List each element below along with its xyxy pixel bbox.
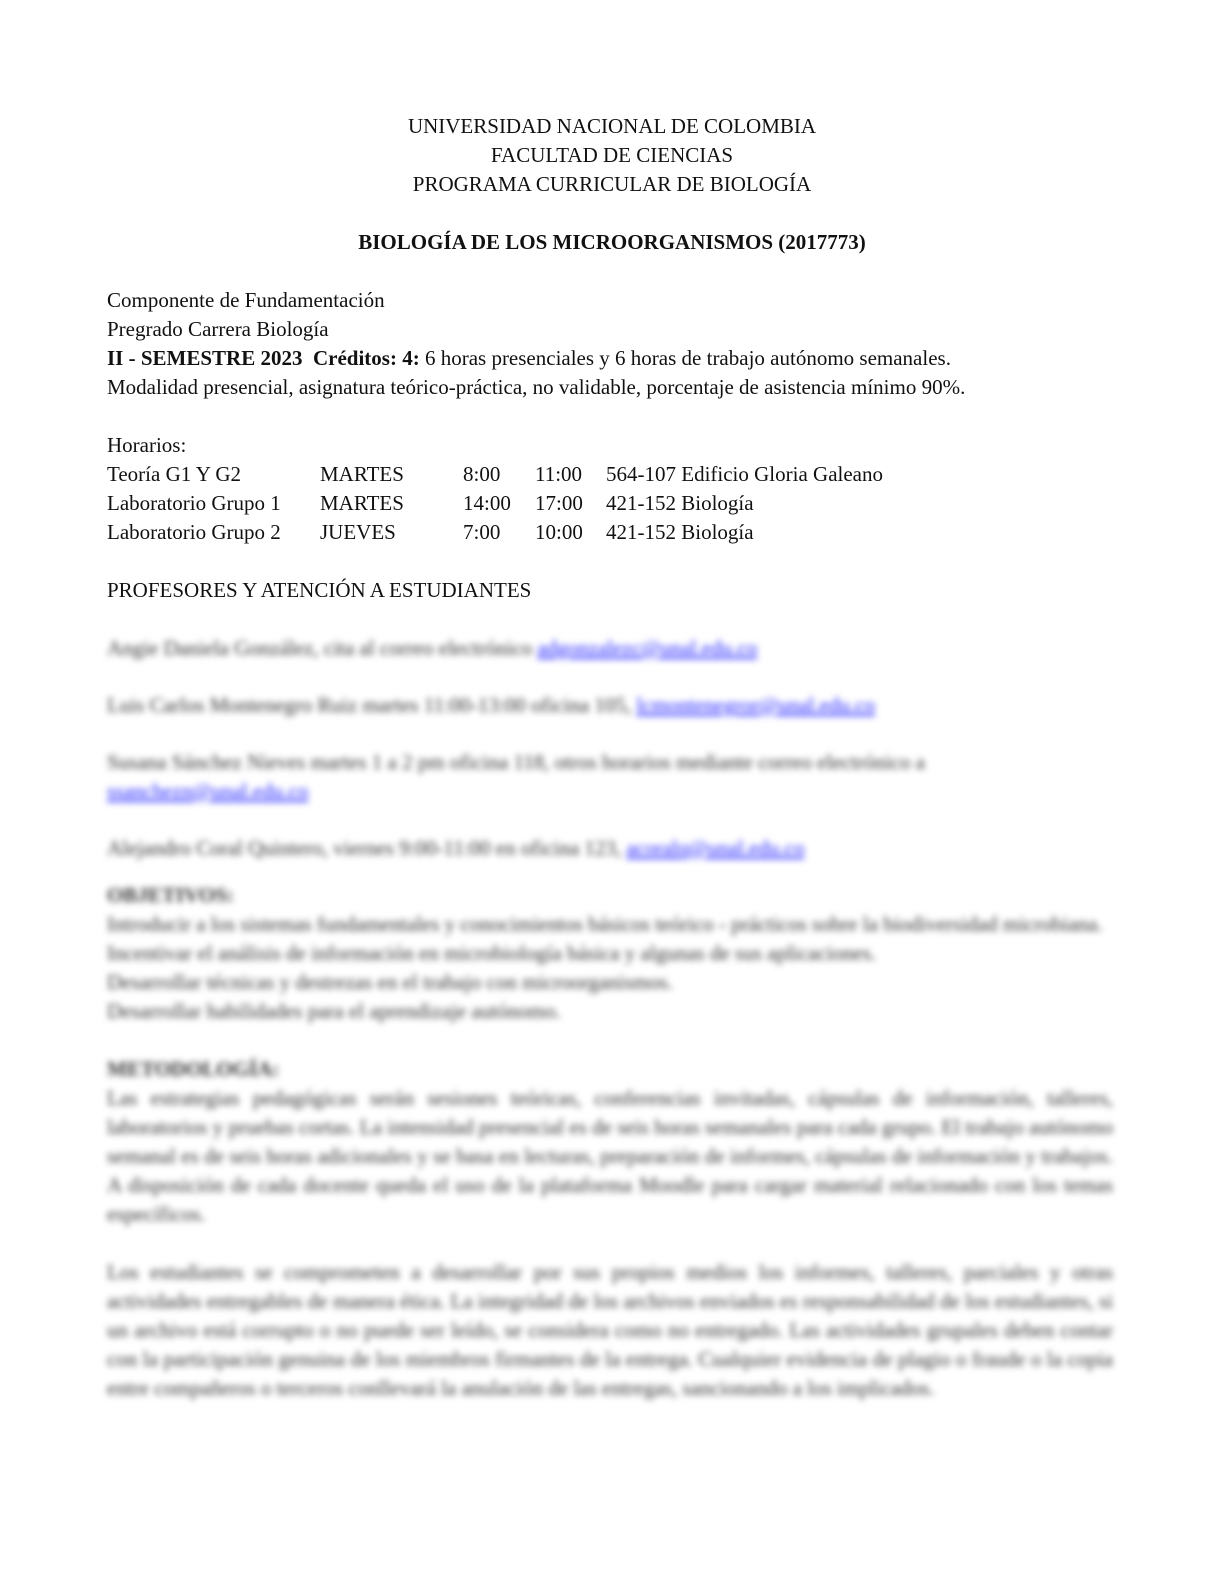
schedule-place: 564-107 Edificio Gloria Galeano [606, 462, 883, 486]
schedule-end: 17:00 [535, 491, 583, 515]
component-line: Componente de Fundamentación [107, 288, 385, 312]
professor-entry [107, 834, 1113, 863]
credits-label: Créditos: 4: [312, 346, 420, 370]
professor-email-link[interactable]: adgonzalezc@unal.edu.co [537, 636, 758, 660]
professor-info: Susana Sánchez Nieves martes 1 a 2 pm oficina 118, otros horarios mediante correo electrónico a [107, 750, 925, 774]
methodology-heading: METODOLOGÍA: [107, 1057, 280, 1081]
schedule-row [107, 489, 1113, 518]
schedule-row [107, 518, 1113, 547]
course-title: BIOLOGÍA DE LOS MICROORGANISMOS (2017773) [358, 230, 866, 254]
schedule-start: 14:00 [463, 491, 511, 515]
blurred-content [107, 634, 1113, 1403]
professor-info: Luis Carlos Montenegro Ruiz martes 11:00-13:00 oficina 105, [107, 693, 637, 717]
professor-entry [107, 691, 1113, 720]
program-line: Pregrado Carrera Biología [107, 317, 329, 341]
professor-email-link[interactable]: acoralq@unal.edu.co [626, 836, 805, 860]
methodology-paragraph: Los estudiantes se comprometen a desarrollar por sus propios medios los informes, talleres, parciales y otras actividades entregables de manera ética. La integridad de los archivos enviados es responsabilidad de los estudiantes, si un archivo está corrupto o no puede ser leído, se considera como no entregado. Las actividades grupales deben contar con la participación genuina de los miembros firmantes de la entrega. Cualquier evidencia de plagio o fraude o la copia entre compañeros o terceros conllevará la anulación de las entregas, sancionando a los implicados. [107, 1260, 1113, 1400]
objective-line: Introducir a los sistemas fundamentales y conocimientos básicos teórico - prácticos sobre la biodiversidad microbiana. [107, 912, 1103, 936]
schedule-label: Horarios: [107, 433, 187, 457]
faculty-name: FACULTAD DE CIENCIAS [490, 143, 734, 167]
university-name: UNIVERSIDAD NACIONAL DE COLOMBIA [407, 114, 817, 138]
semester-label: II - SEMESTRE 2023 [107, 346, 303, 370]
university-header [106, 112, 1118, 199]
program-name: PROGRAMA CURRICULAR DE BIOLOGÍA [412, 172, 812, 196]
schedule-end: 10:00 [535, 520, 583, 544]
hours-text: 6 horas presenciales y 6 horas de trabajo autónomo semanales. [419, 346, 951, 370]
schedule-start: 7:00 [463, 520, 501, 544]
schedule-group: Laboratorio Grupo 2 [107, 520, 281, 544]
professor-entry [107, 748, 1113, 806]
schedule-table [107, 460, 1113, 547]
schedule-group: Laboratorio Grupo 1 [107, 491, 281, 515]
professor-entry [107, 634, 1113, 663]
professor-email-link[interactable]: lcmontenegror@unal.edu.co [636, 693, 875, 717]
modality-line: Modalidad presencial, asignatura teórico-práctica, no validable, porcentaje de asistencia mínimo 90%. [107, 375, 966, 399]
document-page [107, 112, 1113, 1403]
professor-info: Angie Daniela González, cita al correo electrónico [107, 636, 538, 660]
schedule-day: JUEVES [320, 520, 396, 544]
professors-heading: PROFESORES Y ATENCIÓN A ESTUDIANTES [107, 578, 532, 602]
schedule-place: 421-152 Biología [606, 491, 754, 515]
objective-line: Incentivar el análisis de información en microbiología básica y algunas de sus aplicaciones. [107, 941, 877, 965]
semester-credits-line [107, 344, 1113, 373]
schedule-end: 11:00 [535, 462, 583, 486]
methodology-paragraph: Las estrategias pedagógicas serán sesiones teóricas, conferencias invitadas, cápsulas de información, talleres, laboratorios y pruebas cortas. La intensidad presencial es de seis horas semanales para cada grupo. El trabajo autónomo semanal es de seis horas adicionales y se basa en lecturas, preparación de informes, cápsulas de información y trabajos. A disposición de cada docente queda el uso de la plataforma Moodle para cargar material relacionado con los temas específicos. [107, 1086, 1113, 1226]
schedule-row [107, 460, 1113, 489]
objective-line: Desarrollar técnicas y destrezas en el trabajo con microorganismos. [107, 970, 673, 994]
professor-info: Alejandro Coral Quintero, viernes 9:00-11:00 en oficina 123, [107, 836, 627, 860]
schedule-day: MARTES [320, 462, 404, 486]
objectives-heading: OBJETIVOS: [107, 883, 234, 907]
professor-email-link[interactable]: ssanchezn@unal.edu.co [107, 779, 309, 803]
schedule-place: 421-152 Biología [606, 520, 754, 544]
objective-line: Desarrollar habilidades para el aprendizaje autónomo. [107, 999, 561, 1023]
schedule-start: 8:00 [463, 462, 501, 486]
schedule-day: MARTES [320, 491, 404, 515]
schedule-group: Teoría G1 Y G2 [107, 462, 242, 486]
